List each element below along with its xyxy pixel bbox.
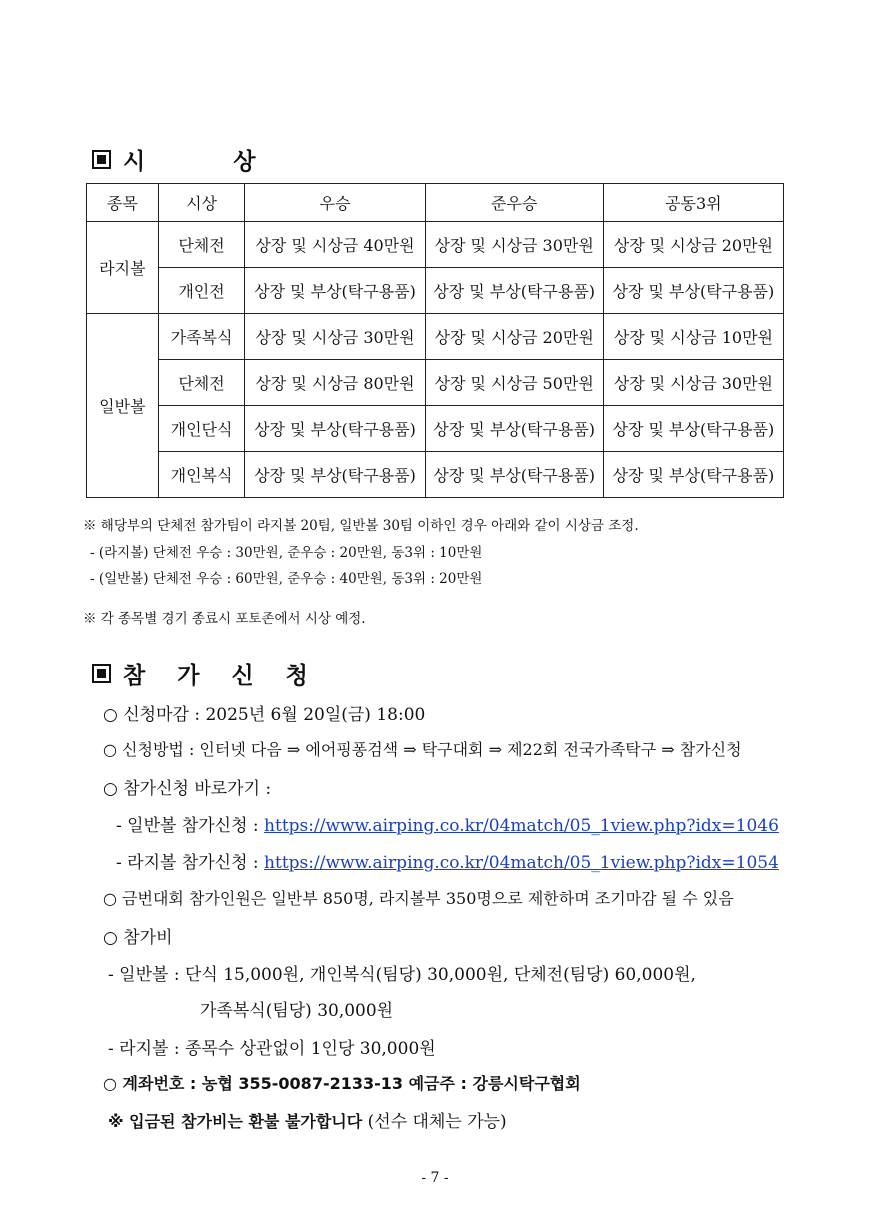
shortcut-line: ○ 참가신청 바로가기 : [103, 779, 272, 799]
fee-large-line: - 라지볼 : 종목수 상관없이 1인당 30,000원 [108, 1039, 436, 1059]
type-cell: 개인복식 [158, 452, 245, 498]
page-number: - 7 - [421, 1170, 449, 1186]
group-cell: 라지볼 [87, 222, 159, 314]
prize-adjust-large: - (라지볼) 단체전 우승 : 30만원, 준우승 : 20만원, 동3위 : 10만원 [90, 545, 483, 561]
section-heading-registration [92, 657, 320, 690]
general-apply-label: - 일반볼 참가신청 : [116, 816, 265, 836]
header-third: 공동3위 [603, 184, 783, 222]
table-cell: 상장 및 시상금 40만원 [245, 222, 425, 268]
large-apply-line [116, 848, 779, 873]
section-title: 참 가 신 청 [123, 663, 320, 689]
table-cell: 상장 및 부상(탁구용품) [425, 452, 603, 498]
photo-zone-note: ※ 각 종목별 경기 종료시 포토존에서 시상 예정. [83, 611, 366, 627]
method-line: ○ 신청방법 : 인터넷 다음 ⇒ 에어핑퐁검색 ⇒ 탁구대회 ⇒ 제22회 전국가족탁구 ⇒ 참가신청 [103, 740, 742, 759]
table-cell: 상장 및 부상(탁구용품) [603, 268, 783, 314]
limit-line: ○ 금번대회 참가인원은 일반부 850명, 라지볼부 350명으로 제한하며 조기마감 될 수 있음 [103, 889, 734, 908]
refund-note: (선수 대체는 가능) [362, 1112, 507, 1132]
table-cell: 상장 및 부상(탁구용품) [603, 452, 783, 498]
table-cell: 상장 및 시상금 20만원 [425, 314, 603, 360]
type-cell: 단체전 [158, 360, 245, 406]
table-row [87, 406, 784, 452]
table-cell: 상장 및 시상금 20만원 [603, 222, 783, 268]
table-cell: 상장 및 시상금 10만원 [603, 314, 783, 360]
fee-general-line: - 일반볼 : 단식 15,000원, 개인복식(팀당) 30,000원, 단체전(팀당) 60,000원, [108, 965, 696, 985]
table-cell: 상장 및 시상금 30만원 [425, 222, 603, 268]
table-row [87, 268, 784, 314]
table-cell: 상장 및 부상(탁구용품) [245, 406, 425, 452]
table-row [87, 360, 784, 406]
table-row [87, 222, 784, 268]
header-category: 종목 [87, 184, 159, 222]
table-cell: 상장 및 부상(탁구용품) [425, 406, 603, 452]
account-line: ○ 계좌번호 : 농협 355-0087-2133-13 예금주 : 강릉시탁구협회 [103, 1074, 581, 1093]
general-apply-line [116, 811, 779, 836]
award-table [86, 183, 784, 498]
refund-line [108, 1107, 507, 1132]
table-cell: 상장 및 부상(탁구용품) [603, 406, 783, 452]
table-cell: 상장 및 시상금 30만원 [245, 314, 425, 360]
refund-warning: ※ 입금된 참가비는 환불 불가합니다 [108, 1112, 363, 1131]
section-title: 시 상 [123, 149, 296, 175]
large-apply-link[interactable]: https://www.airping.co.kr/04match/05_1view.php?idx=1054 [264, 853, 779, 873]
square-bullet-icon [92, 664, 111, 683]
table-cell: 상장 및 시상금 80만원 [245, 360, 425, 406]
type-cell: 가족복식 [158, 314, 245, 360]
type-cell: 단체전 [158, 222, 245, 268]
table-cell: 상장 및 부상(탁구용품) [245, 452, 425, 498]
group-cell: 일반볼 [87, 314, 159, 498]
header-winner: 우승 [245, 184, 425, 222]
table-cell: 상장 및 시상금 30만원 [603, 360, 783, 406]
table-row [87, 314, 784, 360]
type-cell: 개인전 [158, 268, 245, 314]
prize-adjust-general: - (일반볼) 단체전 우승 : 60만원, 준우승 : 40만원, 동3위 : 20만원 [90, 571, 483, 587]
header-award: 시상 [158, 184, 245, 222]
fee-title: ○ 참가비 [103, 928, 173, 948]
header-runner-up: 준우승 [425, 184, 603, 222]
table-header-row [87, 184, 784, 222]
table-row [87, 452, 784, 498]
fee-general-line-2: 가족복식(팀당) 30,000원 [200, 1001, 394, 1021]
table-cell: 상장 및 부상(탁구용품) [425, 268, 603, 314]
square-bullet-icon [92, 150, 111, 169]
prize-adjust-note: ※ 해당부의 단체전 참가팀이 라지볼 20팀, 일반볼 30팀 이하인 경우 아래와 같이 시상금 조정. [83, 518, 639, 534]
type-cell: 개인단식 [158, 406, 245, 452]
large-apply-label: - 라지볼 참가신청 : [116, 853, 265, 873]
table-cell: 상장 및 부상(탁구용품) [245, 268, 425, 314]
table-cell: 상장 및 시상금 50만원 [425, 360, 603, 406]
section-heading-award [92, 143, 295, 176]
general-apply-link[interactable]: https://www.airping.co.kr/04match/05_1view.php?idx=1046 [264, 816, 779, 836]
deadline-line: ○ 신청마감 : 2025년 6월 20일(금) 18:00 [103, 705, 426, 725]
